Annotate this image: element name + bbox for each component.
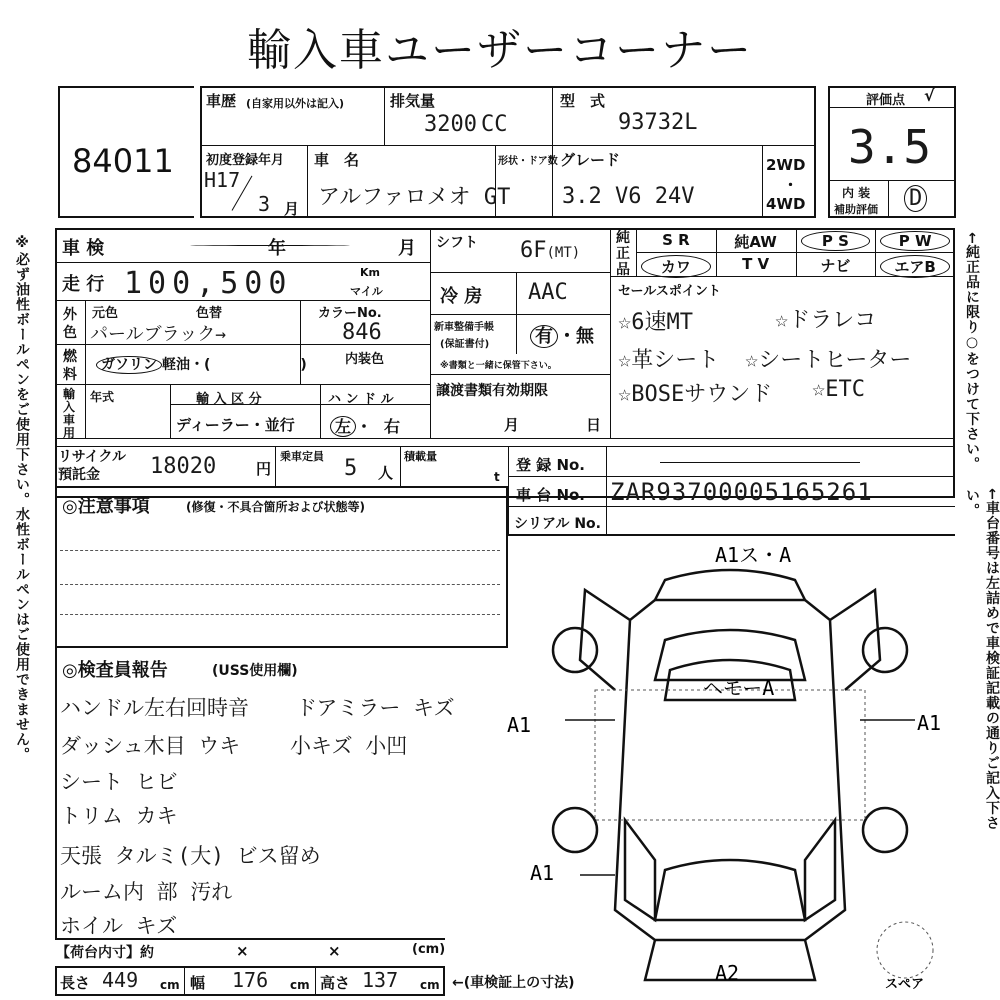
report-line-2: ドアミラー キズ	[296, 696, 455, 720]
color-value: パールブラック→	[90, 324, 227, 345]
side-note-right-top: ←純正品に限り○をつけて下さい。	[964, 232, 980, 472]
length-label: 長さ	[60, 974, 91, 992]
rating-label: 評価点	[866, 93, 906, 108]
sales-label: セールスポイント	[618, 284, 721, 299]
import-kind-value: ディーラー・並行	[176, 416, 295, 434]
recycle-unit: 円	[256, 460, 272, 478]
first-reg-label: 初度登録年月	[206, 153, 285, 168]
load-label: 積載量	[404, 450, 437, 463]
notes-label: ◎注意事項	[62, 496, 150, 517]
length-value: 449	[102, 968, 139, 992]
report-sub: (USS使用欄)	[212, 663, 298, 679]
genuine-item: ナビ	[820, 257, 851, 275]
notes-sub: (修復・不具合箇所および状態等)	[186, 500, 365, 514]
cargo-x1: ×	[236, 942, 249, 960]
cargo-x2: ×	[328, 942, 341, 960]
report-line-1: ハンドル左右回時音	[60, 696, 249, 720]
genuine-item: S R	[662, 231, 690, 249]
transfer-month: 月	[504, 416, 520, 434]
mileage-value: 100,500	[124, 266, 293, 301]
height-label: 高さ	[320, 974, 351, 992]
first-reg-month-unit: 月	[284, 200, 300, 218]
interior-color-label: 内装色	[345, 352, 385, 367]
grade-label: グレード	[560, 151, 621, 169]
maintenance-note: ※書類と一緒に保管下さい。	[440, 361, 557, 371]
aircon-label: 冷 房	[440, 286, 483, 307]
report-line-6: トリム カキ	[60, 804, 178, 828]
genuine-item: P W	[880, 231, 950, 251]
chassis-no-label: 車 台 No.	[516, 486, 586, 504]
first-reg-era: H17	[204, 168, 241, 192]
width-value: 176	[232, 968, 269, 992]
genuine-item: エアB	[880, 255, 950, 278]
lot-number: 84011	[72, 142, 174, 180]
color-change: 色替	[196, 306, 223, 321]
capacity-label: 乗車定員	[280, 450, 324, 463]
page-title: 輸入車ユーザーコーナー	[247, 25, 753, 76]
report-line-7: 天張 タルミ(大) ビス留め	[60, 844, 321, 868]
fuel-options: ガソリン 軽油・( )	[96, 354, 307, 374]
diagram-left-front: A1	[507, 713, 532, 737]
genuine-item: カワ	[641, 255, 711, 278]
sales-item-5: ☆BOSEサウンド	[618, 382, 773, 407]
diagram-spare: スペア	[885, 977, 925, 990]
color-code: 846	[342, 320, 382, 345]
drive-2wd: 2WD	[766, 156, 806, 174]
maintenance-sub: (保証書付)	[440, 339, 490, 350]
drive-4wd: 4WD	[766, 195, 806, 213]
report-line-9: ホイル キズ	[60, 914, 178, 938]
transfer-label: 譲渡書類有効期限	[436, 383, 548, 399]
shape-label: 形状・ドア数	[498, 156, 558, 167]
sales-item-4: ☆シートヒーター	[745, 348, 912, 373]
side-note-left: ※必ず油性ボールペンをご使用下さい。水性ボールペンはご使用できません。	[14, 235, 30, 762]
mileage-label: 走 行	[62, 274, 105, 295]
rating-mark: √	[924, 86, 935, 105]
transfer-day: 日	[586, 416, 602, 434]
sales-item-2: ☆ドラレコ	[775, 308, 877, 333]
cargo-label: 【荷台内寸】約	[56, 945, 154, 961]
drive-dot: ・	[783, 176, 799, 194]
capacity-unit: 人	[378, 464, 394, 482]
load-unit: t	[494, 470, 500, 484]
diagram-roof: ヘモーA	[703, 676, 775, 700]
mileage-unit-km: Km	[360, 266, 380, 279]
diagram-rear: A2	[715, 961, 740, 985]
diagram-windshield: A1ス・A	[715, 543, 792, 567]
color-orig: 元色	[92, 306, 119, 321]
car-name-value: アルファロメオ GT	[318, 185, 511, 210]
cargo-cm: (cm)	[412, 942, 446, 957]
size-note: ←(車検証上の寸法)	[452, 975, 575, 991]
grade-value: 3.2 V6 24V	[562, 184, 695, 209]
width-unit: cm	[290, 978, 310, 992]
color-side: 外色	[63, 307, 77, 341]
diagram-right-front: A1	[917, 711, 942, 735]
report-line-3: ダッシュ木目 ウキ	[60, 734, 241, 758]
import-label: 輸入車用	[63, 387, 76, 440]
inspection-year-unit: 年	[268, 238, 286, 259]
maintenance-label: 新車整備手帳	[434, 322, 494, 333]
height-value: 137	[362, 968, 399, 992]
report-line-5: シート ヒビ	[60, 770, 178, 794]
car-diagram	[505, 540, 955, 990]
length-unit: cm	[160, 978, 180, 992]
aircon-value: AAC	[528, 280, 568, 305]
mileage-unit-mile: マイル	[350, 285, 383, 298]
inspection-month-unit: 月	[398, 238, 416, 259]
model-label: 型 式	[560, 92, 606, 110]
report-label: ◎検査員報告	[62, 660, 168, 681]
import-kind-label: 輸 入 区 分	[196, 392, 262, 407]
shift-value: 6F(MT)	[520, 238, 581, 263]
displacement-value: 3200 CC	[424, 112, 508, 137]
model-value: 93732L	[618, 110, 698, 135]
height-unit: cm	[420, 978, 440, 992]
genuine-label: 純正品	[616, 230, 630, 278]
capacity-value: 5	[344, 456, 358, 481]
recycle-sub: 預託金	[58, 467, 100, 483]
width-label: 幅	[190, 974, 206, 992]
handle-label: ハ ン ド ル	[328, 392, 394, 407]
diagram-left-rear: A1	[530, 861, 555, 885]
serial-no-label: シリアル No.	[514, 516, 601, 532]
report-line-4: 小キズ 小凹	[290, 734, 408, 758]
recycle-label: リサイクル	[58, 449, 127, 465]
maintenance-choice: 有 ・無	[530, 322, 594, 348]
rating-value: 3.5	[848, 120, 932, 174]
color-code-label: カラーNo.	[318, 306, 382, 321]
sales-item-1: ☆6速MT	[618, 310, 693, 335]
interior-sub: 補助評価	[834, 203, 878, 216]
car-name-label: 車 名	[314, 151, 360, 169]
genuine-item: 純AW	[734, 233, 777, 251]
genuine-item: P S	[801, 231, 871, 251]
shift-label: シフト	[436, 235, 478, 251]
displacement-label: 排気量	[390, 92, 436, 110]
interior-label: 内 装	[842, 186, 871, 200]
genuine-item: T V	[742, 255, 770, 273]
first-reg-month: 3	[258, 192, 271, 216]
sales-item-3: ☆革シート	[618, 348, 720, 373]
reg-no-label: 登 録 No.	[516, 456, 586, 474]
sales-item-6: ☆ETC	[812, 377, 865, 402]
chassis-no-value: ZAR93700005165261	[610, 478, 873, 506]
side-note-right-bottom: ←車台番号は左詰めで車検証記載の通りご記入下さい。	[964, 488, 1000, 831]
report-line-8: ルーム内 部 汚れ	[60, 880, 233, 904]
history-sub: (自家用以外は記入)	[246, 97, 345, 110]
recycle-value: 18020	[150, 454, 217, 479]
handle-options: 左 ・ 右	[330, 414, 400, 437]
fuel-label: 燃料	[63, 349, 77, 383]
interior-value: D	[904, 186, 927, 211]
inspection-label: 車 検	[62, 238, 105, 259]
history-label: 車歴	[206, 92, 237, 110]
import-year: 年式	[90, 390, 115, 404]
